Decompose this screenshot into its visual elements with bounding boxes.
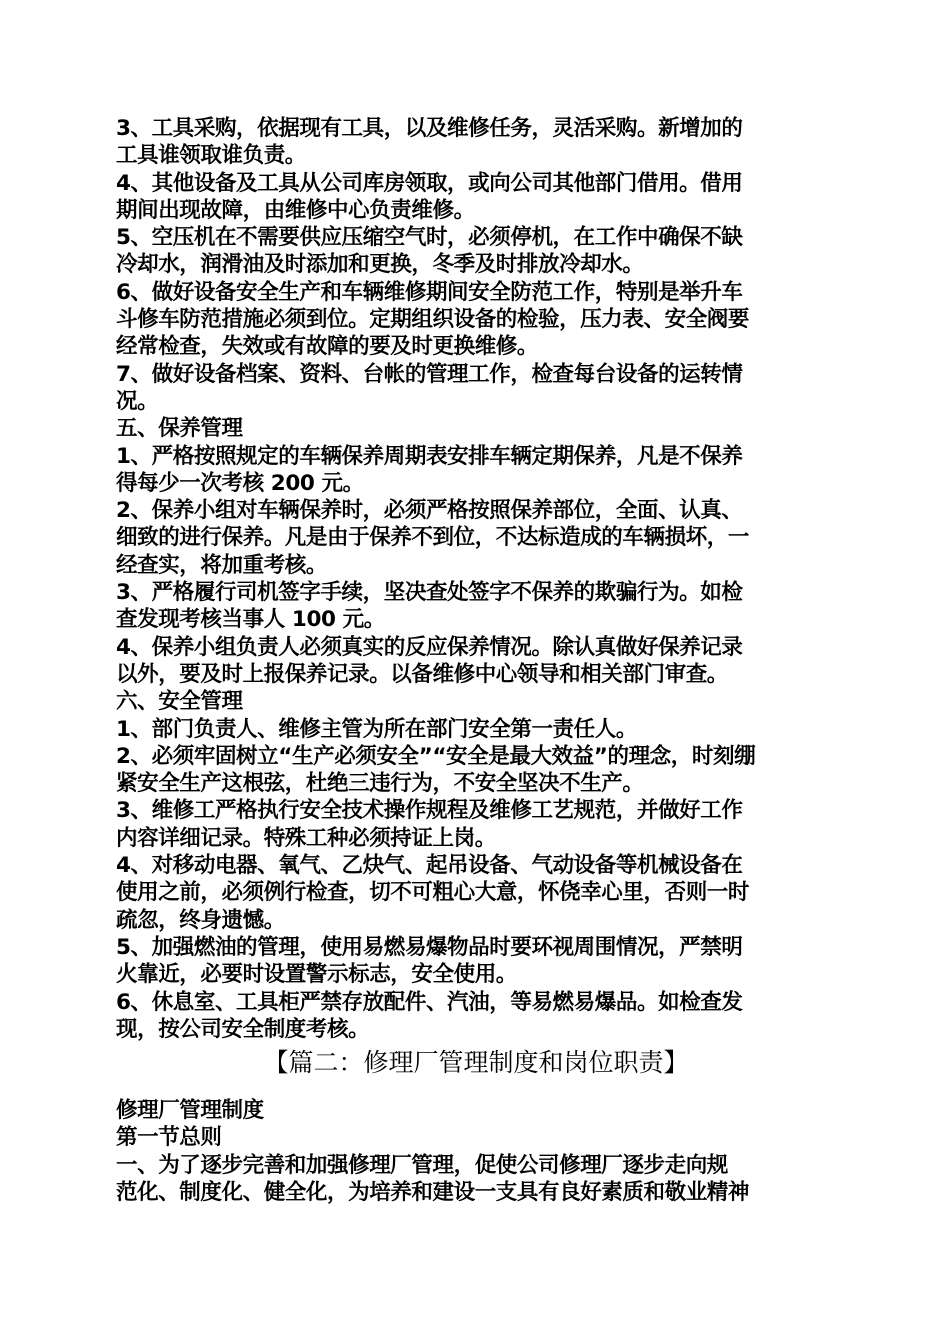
text-line: 经常检查，失效或有故障的要及时更换维修。 xyxy=(116,334,539,360)
text-line: 工具谁领取谁负责。 xyxy=(116,143,306,169)
text-line: 7、做好设备档案、资料、台帐的管理工作，检查每台设备的运转情 xyxy=(116,361,743,387)
text-line: 以外，要及时上报保养记录。以备维修中心领导和相关部门审查。 xyxy=(116,661,728,687)
document-page xyxy=(116,115,836,1206)
text-line: 经查实，将加重考核。 xyxy=(116,552,328,578)
text-line: 2、必须牢固树立“生产必须安全”“安全是最大效益”的理念，时刻绷 xyxy=(116,743,756,769)
text-line: 4、其他设备及工具从公司库房领取，或向公司其他部门借用。借用 xyxy=(116,170,743,196)
text-line: 疏忽，终身遗憾。 xyxy=(116,907,285,933)
text-line: 得每少一次考核 200 元。 xyxy=(116,470,364,496)
text-line: 火靠近，必要时设置警示标志，安全使用。 xyxy=(116,962,517,988)
text-line: 现，按公司安全制度考核。 xyxy=(116,1016,370,1042)
text-line: 紧安全生产这根弦，杜绝三违行为，不安全坚决不生产。 xyxy=(116,771,644,797)
text-line: 6、做好设备安全生产和车辆维修期间安全防范工作，特别是举升车 xyxy=(116,279,743,305)
text-line: 查发现考核当事人 100 元。 xyxy=(116,607,385,633)
body-text-bottom xyxy=(116,1097,836,1206)
text-line: 5、加强燃油的管理，使用易燃易爆物品时要环视周围情况，严禁明 xyxy=(116,934,743,960)
text-line: 1、部门负责人、维修主管为所在部门安全第一责任人。 xyxy=(116,716,637,742)
text-line: 2、保养小组对车辆保养时，必须严格按照保养部位，全面、认真、 xyxy=(116,498,743,524)
text-line: 4、保养小组负责人必须真实的反应保养情况。除认真做好保养记录 xyxy=(116,634,743,660)
text-line: 冷却水，润滑油及时添加和更换，冬季及时排放冷却水。 xyxy=(116,252,644,278)
text-line: 期间出现故障，由维修中心负责维修。 xyxy=(116,197,475,223)
text-line: 细致的进行保养。凡是由于保养不到位，不达标造成的车辆损坏，一 xyxy=(116,525,750,551)
text-line: 第一节总则 xyxy=(116,1125,222,1151)
text-line: 6、休息室、工具柜严禁存放配件、汽油，等易燃易爆品。如检查发 xyxy=(116,989,743,1015)
text-line: 4、对移动电器、氧气、乙炔气、起吊设备、气动设备等机械设备在 xyxy=(116,853,743,879)
text-line: 3、维修工严格执行安全技术操作规程及维修工艺规范，并做好工作 xyxy=(116,798,743,824)
text-line: 3、严格履行司机签字手续，坚决查处签字不保养的欺骗行为。如检 xyxy=(116,580,743,606)
body-text-top xyxy=(116,115,836,1043)
text-line: 六、安全管理 xyxy=(116,689,243,715)
text-line: 一、为了逐步完善和加强修理厂管理，促使公司修理厂逐步走向规 xyxy=(116,1152,728,1178)
text-line: 内容详细记录。特殊工种必须持证上岗。 xyxy=(116,825,496,851)
text-line: 修理厂管理制度 xyxy=(116,1098,264,1124)
text-line: 斗修车防范措施必须到位。定期组织设备的检验，压力表、安全阀要 xyxy=(116,307,750,333)
text-line: 五、保养管理 xyxy=(116,416,243,442)
text-line: 使用之前，必须例行检查，切不可粗心大意，怀侥幸心里，否则一时 xyxy=(116,880,750,906)
text-line: 况。 xyxy=(116,388,159,414)
text-line: 1、严格按照规定的车辆保养周期表安排车辆定期保养，凡是不保养 xyxy=(116,443,743,469)
text-line: 范化、制度化、健全化，为培养和建设一支具有良好素质和敬业精神 xyxy=(116,1179,750,1205)
text-line: 3、工具采购，依据现有工具，以及维修任务，灵活采购。新增加的 xyxy=(116,116,743,141)
section-title: 【篇二：修理厂管理制度和岗位职责】 xyxy=(263,1048,689,1078)
text-line: 5、空压机在不需要供应压缩空气时，必须停机，在工作中确保不缺 xyxy=(116,225,743,251)
